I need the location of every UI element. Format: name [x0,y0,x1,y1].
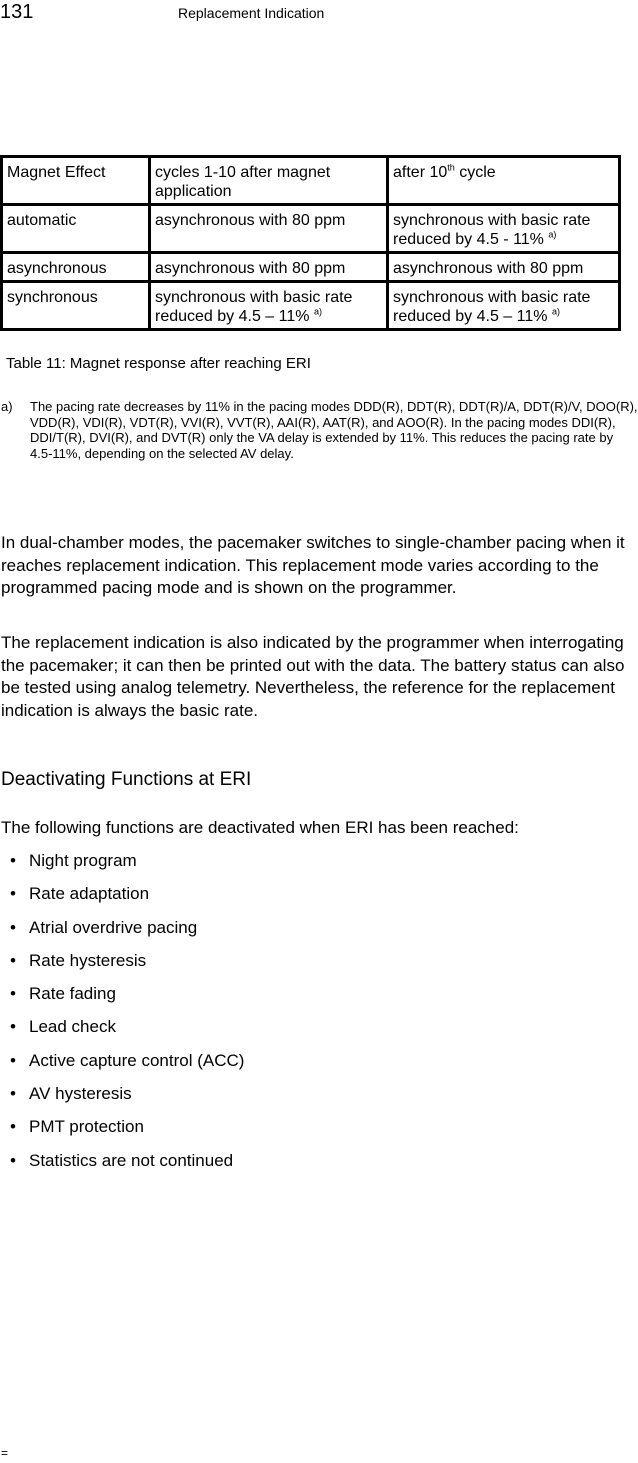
table-cell-cycles [150,282,388,330]
bullet-icon: • [10,950,16,970]
footnote-ref: a) [313,306,322,317]
table-cell-mode: synchronous [2,282,150,330]
footnote-ref: a) [551,306,560,317]
table-cell-after [388,282,620,330]
list-item [0,950,244,983]
list-item-label: Rate adaptation [29,884,150,904]
table-cell-after: asynchronous with 80 ppm [388,253,620,282]
list-item-label: Statistics are not continued [29,1150,234,1170]
list-item [0,883,244,916]
list-item-label: Atrial overdrive pacing [29,917,198,937]
list-item-label: Night program [29,851,137,870]
cell-text: synchronous with basic rate reduced by 4.5 - 11% [393,212,591,248]
table-row [2,253,620,282]
list-item [0,1083,244,1116]
list-item [0,1016,244,1049]
header-cell-after [388,157,620,205]
bullet-icon: • [10,851,16,870]
bullet-icon: • [10,917,16,937]
bullet-icon: • [10,1117,16,1137]
table-header-row [2,157,620,205]
list-item [0,1116,244,1149]
list-item-label: AV hysteresis [29,1084,132,1104]
list-item-label: PMT protection [29,1117,144,1137]
magnet-response-table [0,155,621,331]
list-item-label: Lead check [29,1017,116,1037]
header-after-sup: th [447,162,455,173]
list-item [0,850,244,883]
table-row [2,205,620,253]
list-item [0,1150,244,1183]
list-item-label: Rate fading [29,984,116,1004]
cell-text: synchronous with basic rate reduced by 4.5 – 11% [393,289,591,325]
table-cell-cycles: asynchronous with 80 ppm [150,205,388,253]
footnote [0,399,638,461]
footnote-text: The pacing rate decreases by 11% in the pacing modes DDD(R), DDT(R), DDT(R)/A, DDT(R)/V, DOO(R), VDD(R), VDI(R), VDT(R), VVI(R), VVT(R), AAI(R), AAT(R), and AOO(R). In the pacing modes DDI(R), DDI/T(R), DVI(R), and DVT(R) only the VA delay is extended by 11%. This reduces the pacing rate by 4.5-11%, depending on the selected AV delay. [30,399,638,461]
bullet-icon: • [10,1150,16,1170]
table-cell-mode: automatic [2,205,150,253]
paragraph-dual-chamber: In dual-chamber modes, the pacemaker switches to single-chamber pacing when it reaches replacement indication. This replacement mode varies according to the programmed pacing mode and is shown on the programmer. [1,533,625,597]
list-item [0,917,244,950]
table-row [2,282,620,330]
header-cell-magnet-effect: Magnet Effect [2,157,150,205]
list-intro: The following functions are deactivated when ERI has been reached: [1,818,519,837]
list-item [0,983,244,1016]
page-number: 131 [0,1,34,23]
footnote-ref: a) [548,229,557,240]
bullet-icon: • [10,984,16,1004]
section-heading: Deactivating Functions at ERI [1,769,252,790]
list-item-label: Rate hysteresis [29,950,147,970]
table-cell-cycles: asynchronous with 80 ppm [150,253,388,282]
footnote-mark: a) [1,399,13,414]
cell-text: synchronous with basic rate reduced by 4.5 – 11% [155,289,353,325]
running-header: Replacement Indication [178,5,325,21]
list-item [0,1050,244,1083]
deactivated-functions-list [0,850,244,1183]
header-cell-cycles: cycles 1-10 after magnet application [150,157,388,205]
bullet-icon: • [10,884,16,904]
paragraph-programmer: The replacement indication is also indicated by the programmer when interrogating the pacemaker; it can then be printed out with the data. The battery status can also be tested using analog telemetry. Nevertheless, the reference for the replacement indication is always the basic rate. [1,633,625,720]
header-after-suffix: cycle [454,164,496,181]
list-item-label: Active capture control (ACC) [29,1050,245,1070]
bullet-icon: • [10,1084,16,1104]
table-cell-after [388,205,620,253]
bullet-icon: • [10,1017,16,1037]
header-after-text: after 10 [393,164,448,181]
page-footer-mark: = [1,1446,9,1460]
table-caption: Table 11: Magnet response after reaching ERI [6,355,311,372]
table-cell-mode: asynchronous [2,253,150,282]
bullet-icon: • [10,1050,16,1070]
